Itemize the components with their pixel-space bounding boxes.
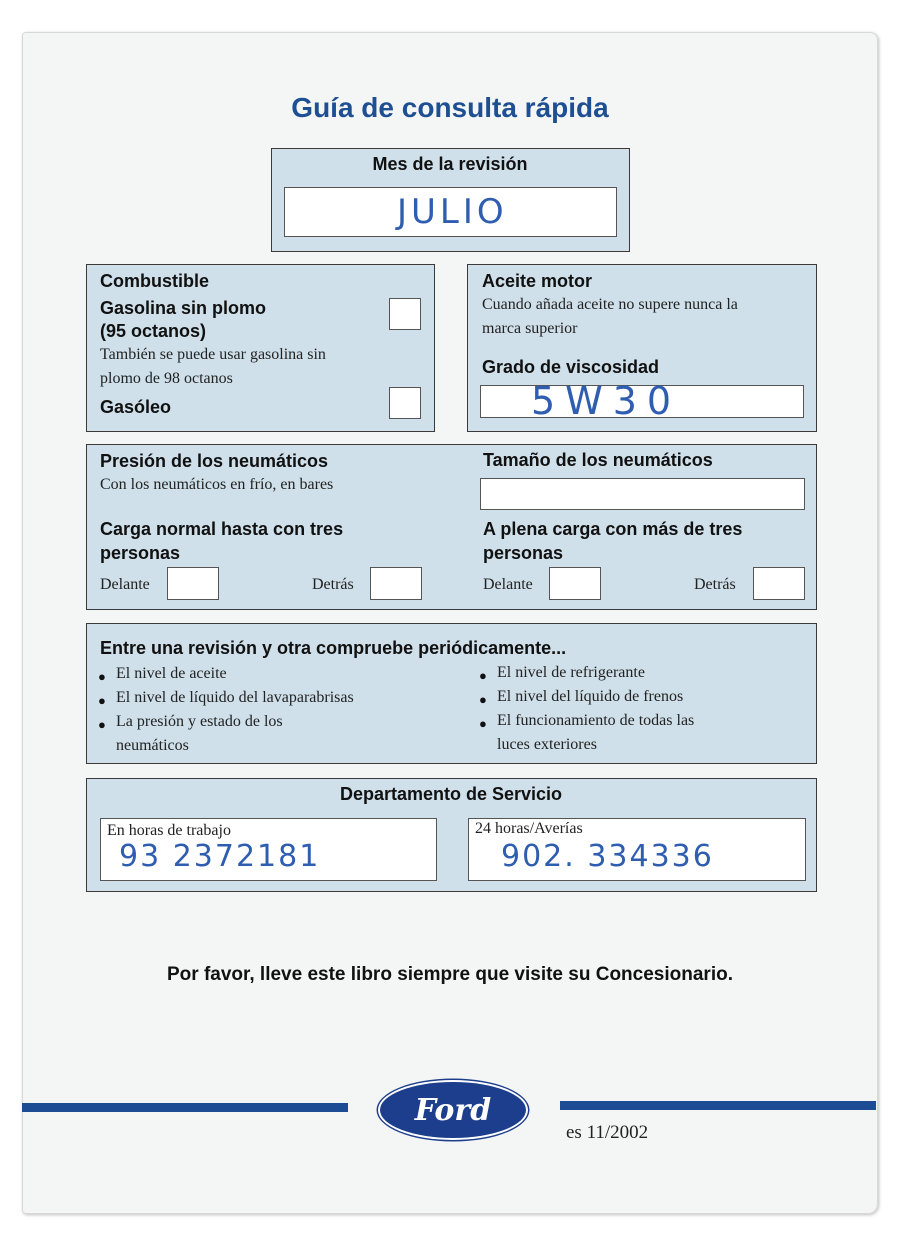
tyre-pressure-heading: Presión de los neumáticos	[100, 451, 329, 471]
tyres-box	[86, 444, 817, 610]
fuel-heading: Combustible	[100, 271, 210, 291]
check-item: El nivel de aceite	[116, 665, 227, 682]
oil-note-2: marca superior	[482, 320, 578, 337]
bullet-icon: ●	[98, 693, 106, 708]
full-rear-label: Detrás	[694, 576, 736, 593]
revision-month-heading: Mes de la revisión	[372, 154, 528, 174]
tyre-pressure-note: Con los neumáticos en frío, en bares	[100, 476, 334, 493]
viscosity-heading: Grado de viscosidad	[482, 357, 660, 377]
office-hours-label: En horas de trabajo	[107, 822, 231, 839]
tyre-size-heading: Tamaño de los neumáticos	[483, 450, 713, 470]
revision-month-field[interactable]	[284, 187, 617, 237]
service-box	[86, 778, 817, 892]
bullet-icon: ●	[98, 717, 106, 732]
revision-month-value: JULIO	[397, 192, 508, 232]
ford-logo	[380, 1082, 526, 1138]
viscosity-field[interactable]	[480, 379, 804, 423]
fuel-diesel-label: Gasóleo	[100, 397, 172, 417]
full-front-field[interactable]	[549, 567, 601, 600]
fuel-petrol-note: También se puede usar gasolina sin	[100, 346, 326, 363]
check-item-continued: neumáticos	[116, 737, 189, 754]
footer-message: Por favor, lleve este libro siempre que visite su Concesionario.	[167, 964, 733, 985]
office-hours-field[interactable]	[100, 818, 437, 881]
check-item: El nivel de líquido del lavaparabrisas	[116, 689, 354, 706]
periodic-checks-box	[86, 623, 817, 764]
breakdown-label: 24 horas/Averías	[475, 820, 583, 837]
normal-front-label: Delante	[100, 576, 150, 593]
fuel-petrol-checkbox[interactable]	[389, 298, 421, 330]
oil-box	[467, 264, 817, 432]
bullet-icon: ●	[98, 669, 106, 684]
normal-rear-label: Detrás	[312, 576, 354, 593]
office-hours-phone: 93 2372181	[119, 839, 321, 874]
fuel-diesel-checkbox[interactable]	[389, 387, 421, 419]
revision-month-box	[271, 148, 630, 252]
page-title: Guía de consulta rápida	[291, 92, 609, 123]
ford-logo-text: Ford	[414, 1092, 492, 1128]
fuel-box	[86, 264, 435, 432]
viscosity-value: 5W30	[531, 379, 682, 423]
normal-front-field[interactable]	[167, 567, 219, 600]
normal-load-heading-2: personas	[100, 543, 181, 563]
check-item: La presión y estado de los	[116, 713, 283, 730]
fuel-petrol-octane: (95 octanos)	[100, 321, 207, 341]
periodic-checks-heading: Entre una revisión y otra compruebe periódicamente...	[100, 638, 567, 658]
full-rear-field[interactable]	[753, 567, 805, 600]
breakdown-field[interactable]	[468, 818, 806, 881]
oil-heading: Aceite motor	[482, 271, 593, 291]
check-item-continued: luces exteriores	[497, 736, 597, 753]
check-item: El funcionamiento de todas las	[497, 712, 695, 729]
fuel-petrol-note-2: plomo de 98 octanos	[100, 370, 233, 387]
tyre-size-field[interactable]	[480, 478, 805, 510]
bullet-icon: ●	[479, 692, 487, 707]
fuel-petrol-label: Gasolina sin plomo	[100, 298, 267, 318]
full-front-label: Delante	[483, 576, 533, 593]
bullet-icon: ●	[479, 668, 487, 683]
normal-rear-field[interactable]	[370, 567, 422, 600]
edition-code: es 11/2002	[566, 1122, 649, 1143]
brand-stripe-right	[560, 1101, 876, 1110]
breakdown-phone: 902. 334336	[501, 839, 714, 874]
full-load-heading-2: personas	[483, 543, 564, 563]
check-item: El nivel de refrigerante	[497, 664, 645, 681]
check-item: El nivel del líquido de frenos	[497, 688, 684, 705]
brand-stripe-left	[22, 1103, 348, 1112]
service-heading: Departamento de Servicio	[339, 784, 563, 804]
full-load-heading: A plena carga con más de tres	[483, 519, 743, 539]
oil-note: Cuando añada aceite no supere nunca la	[482, 296, 738, 313]
bullet-icon: ●	[479, 716, 487, 731]
normal-load-heading: Carga normal hasta con tres	[100, 519, 344, 539]
